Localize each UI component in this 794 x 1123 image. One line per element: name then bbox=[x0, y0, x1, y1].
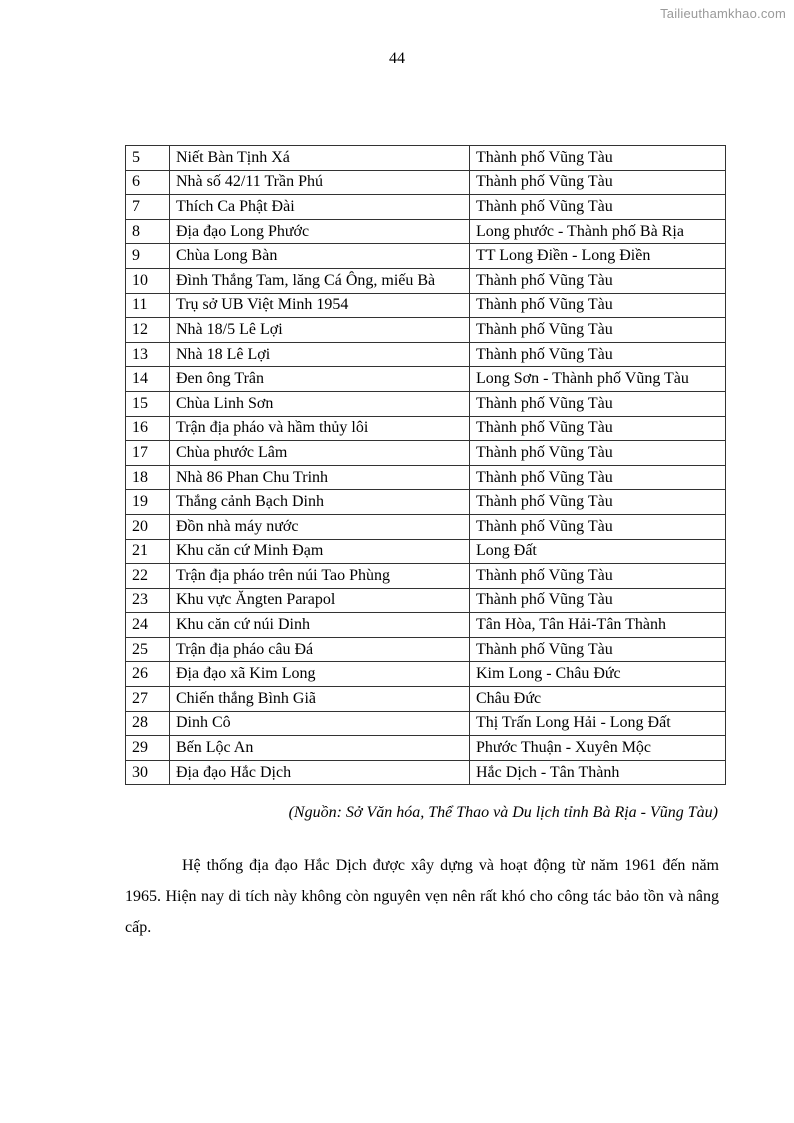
site-name: Địa đạo Long Phước bbox=[170, 219, 470, 244]
site-location: Thành phố Vũng Tàu bbox=[470, 490, 726, 515]
table-row bbox=[126, 760, 726, 785]
site-location: Long Sơn - Thành phố Vũng Tàu bbox=[470, 367, 726, 392]
row-number: 5 bbox=[126, 146, 170, 171]
row-number: 18 bbox=[126, 465, 170, 490]
row-number: 15 bbox=[126, 391, 170, 416]
site-name: Trận địa pháo và hầm thủy lôi bbox=[170, 416, 470, 441]
table-row bbox=[126, 711, 726, 736]
row-number: 19 bbox=[126, 490, 170, 515]
table-row bbox=[126, 613, 726, 638]
site-name: Khu căn cứ Minh Đạm bbox=[170, 539, 470, 564]
site-name: Dinh Cô bbox=[170, 711, 470, 736]
site-location: TT Long Điền - Long Điền bbox=[470, 244, 726, 269]
table-row bbox=[126, 416, 726, 441]
table-row bbox=[126, 268, 726, 293]
site-location: Thành phố Vũng Tàu bbox=[470, 318, 726, 343]
table-row bbox=[126, 318, 726, 343]
site-location: Phước Thuận - Xuyên Mộc bbox=[470, 736, 726, 761]
table-row bbox=[126, 244, 726, 269]
site-location: Thành phố Vũng Tàu bbox=[470, 146, 726, 171]
table-row bbox=[126, 342, 726, 367]
site-location: Thành phố Vũng Tàu bbox=[470, 391, 726, 416]
row-number: 14 bbox=[126, 367, 170, 392]
row-number: 27 bbox=[126, 687, 170, 712]
row-number: 10 bbox=[126, 268, 170, 293]
site-name: Trận địa pháo trên núi Tao Phùng bbox=[170, 564, 470, 589]
site-name: Đen ông Trân bbox=[170, 367, 470, 392]
site-name: Khu vực Ăngten Parapol bbox=[170, 588, 470, 613]
site-location: Thị Trấn Long Hải - Long Đất bbox=[470, 711, 726, 736]
table-body bbox=[126, 146, 726, 785]
site-name: Khu căn cứ núi Dinh bbox=[170, 613, 470, 638]
site-name: Trận địa pháo câu Đá bbox=[170, 637, 470, 662]
table-row bbox=[126, 539, 726, 564]
table-row bbox=[126, 391, 726, 416]
site-location: Thành phố Vũng Tàu bbox=[470, 637, 726, 662]
site-location: Thành phố Vũng Tàu bbox=[470, 416, 726, 441]
page-number: 44 bbox=[389, 50, 405, 67]
table-row bbox=[126, 637, 726, 662]
row-number: 16 bbox=[126, 416, 170, 441]
site-location: Thành phố Vũng Tàu bbox=[470, 465, 726, 490]
row-number: 6 bbox=[126, 170, 170, 195]
site-name: Chùa Long Bàn bbox=[170, 244, 470, 269]
site-location: Long phước - Thành phố Bà Rịa bbox=[470, 219, 726, 244]
row-number: 30 bbox=[126, 760, 170, 785]
site-name: Niết Bàn Tịnh Xá bbox=[170, 146, 470, 171]
table-row bbox=[126, 564, 726, 589]
table-row bbox=[126, 293, 726, 318]
table-row bbox=[126, 514, 726, 539]
site-name: Thắng cảnh Bạch Dinh bbox=[170, 490, 470, 515]
site-name: Đình Thắng Tam, lăng Cá Ông, miếu Bà bbox=[170, 268, 470, 293]
site-location: Thành phố Vũng Tàu bbox=[470, 588, 726, 613]
site-name: Nhà 86 Phan Chu Trinh bbox=[170, 465, 470, 490]
table-row bbox=[126, 195, 726, 220]
heritage-sites-table bbox=[125, 145, 726, 785]
site-name: Chùa Linh Sơn bbox=[170, 391, 470, 416]
source-note: (Nguồn: Sở Văn hóa, Thể Thao và Du lịch tỉnh Bà Rịa - Vũng Tàu) bbox=[288, 804, 718, 821]
site-location: Thành phố Vũng Tàu bbox=[470, 342, 726, 367]
table-row bbox=[126, 367, 726, 392]
site-location: Châu Đức bbox=[470, 687, 726, 712]
row-number: 11 bbox=[126, 293, 170, 318]
site-location: Thành phố Vũng Tàu bbox=[470, 293, 726, 318]
site-location: Hắc Dịch - Tân Thành bbox=[470, 760, 726, 785]
table-row bbox=[126, 441, 726, 466]
site-location: Thành phố Vũng Tàu bbox=[470, 564, 726, 589]
row-number: 28 bbox=[126, 711, 170, 736]
table-row bbox=[126, 170, 726, 195]
row-number: 12 bbox=[126, 318, 170, 343]
row-number: 24 bbox=[126, 613, 170, 638]
row-number: 26 bbox=[126, 662, 170, 687]
table-row bbox=[126, 146, 726, 171]
site-name: Địa đạo xã Kim Long bbox=[170, 662, 470, 687]
site-name: Nhà 18/5 Lê Lợi bbox=[170, 318, 470, 343]
table-row bbox=[126, 465, 726, 490]
row-number: 20 bbox=[126, 514, 170, 539]
row-number: 13 bbox=[126, 342, 170, 367]
site-name: Địa đạo Hắc Dịch bbox=[170, 760, 470, 785]
site-name: Nhà số 42/11 Trần Phú bbox=[170, 170, 470, 195]
site-location: Thành phố Vũng Tàu bbox=[470, 514, 726, 539]
row-number: 8 bbox=[126, 219, 170, 244]
site-name: Chiến thắng Bình Giã bbox=[170, 687, 470, 712]
site-name: Chùa phước Lâm bbox=[170, 441, 470, 466]
site-name: Đồn nhà máy nước bbox=[170, 514, 470, 539]
site-location: Tân Hòa, Tân Hải-Tân Thành bbox=[470, 613, 726, 638]
table-row bbox=[126, 662, 726, 687]
row-number: 21 bbox=[126, 539, 170, 564]
site-location: Long Đất bbox=[470, 539, 726, 564]
site-name: Trụ sở UB Việt Minh 1954 bbox=[170, 293, 470, 318]
site-location: Thành phố Vũng Tàu bbox=[470, 170, 726, 195]
site-name: Bến Lộc An bbox=[170, 736, 470, 761]
row-number: 29 bbox=[126, 736, 170, 761]
row-number: 23 bbox=[126, 588, 170, 613]
table-row bbox=[126, 219, 726, 244]
watermark: Tailieuthamkhao.com bbox=[660, 6, 786, 21]
row-number: 25 bbox=[126, 637, 170, 662]
row-number: 7 bbox=[126, 195, 170, 220]
row-number: 9 bbox=[126, 244, 170, 269]
site-name: Thích Ca Phật Đài bbox=[170, 195, 470, 220]
site-location: Thành phố Vũng Tàu bbox=[470, 195, 726, 220]
row-number: 22 bbox=[126, 564, 170, 589]
body-paragraph: Hệ thống địa đạo Hắc Dịch được xây dựng và hoạt động từ năm 1961 đến năm 1965. Hiện nay di tích này không còn nguyên vẹn nên rất khó cho công tác bảo tồn và nâng cấp. bbox=[125, 857, 719, 936]
site-location: Kim Long - Châu Đức bbox=[470, 662, 726, 687]
table-row bbox=[126, 588, 726, 613]
site-location: Thành phố Vũng Tàu bbox=[470, 441, 726, 466]
site-location: Thành phố Vũng Tàu bbox=[470, 268, 726, 293]
table-row bbox=[126, 490, 726, 515]
site-name: Nhà 18 Lê Lợi bbox=[170, 342, 470, 367]
table-row bbox=[126, 736, 726, 761]
row-number: 17 bbox=[126, 441, 170, 466]
table-row bbox=[126, 687, 726, 712]
